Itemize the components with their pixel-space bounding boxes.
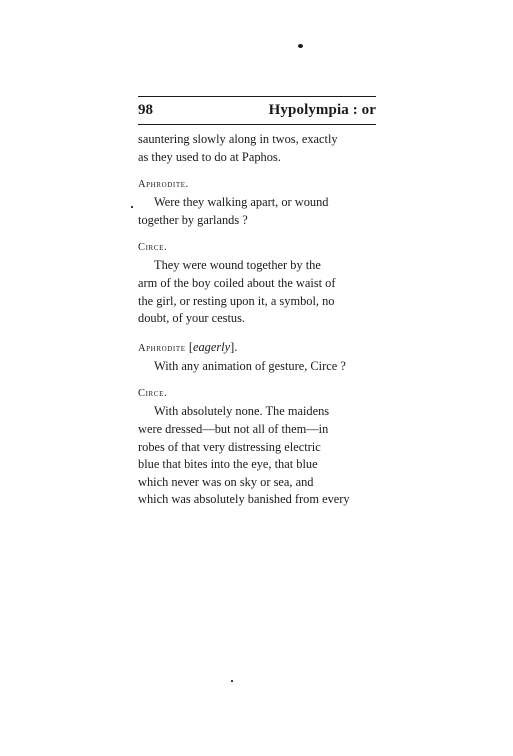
text-line: They were wound together by the [154,258,321,273]
text-line: robes of that very distressing electric [138,439,321,454]
stage-direction: [eagerly]. [188,339,238,354]
running-header [138,101,376,119]
speaker-label-with-direction [138,340,376,356]
text-line: as they used to do at Paphos. [138,149,281,164]
header-bottom-rule [138,124,376,125]
passage-aphrodite-2 [138,340,376,376]
text-line: which was absolutely banished from every [138,492,350,507]
text-line: doubt, of your cestus. [138,311,246,326]
text-line: sauntering slowly along in twos, exactly [138,132,338,146]
page-number: 98 [138,102,153,118]
text-line: blue that bites into the eye, that blue [138,457,318,472]
passage-aphrodite-1 [138,178,376,229]
speaker-label: Circe. [138,388,168,400]
ink-speck [231,680,233,682]
speaker-label: Aphrodite. [138,179,189,191]
passage-continuation [138,131,376,166]
text-line: With any animation of gesture, Circe ? [154,358,346,373]
passage-circe-1 [138,241,376,327]
book-page [138,96,376,509]
text-line: Were they walking apart, or wound [154,195,329,210]
text-line: arm of the boy coiled about the waist of [138,275,336,290]
text-line: With absolutely none. The maidens [154,404,330,419]
speaker-label: Circe. [138,242,168,254]
text-line: were dressed—but not all of them—in [138,421,329,436]
text-line: together by garlands ? [138,212,248,227]
ink-speck [298,44,303,48]
text-line: the girl, or resting upon it, a symbol, no [138,293,335,308]
text-line: which never was on sky or sea, and [138,474,314,489]
header-top-rule [138,96,376,97]
speaker-name: Aphrodite [138,342,186,354]
ink-speck [131,206,133,208]
passage-circe-2 [138,387,376,509]
running-title: Hypolympia : or [268,102,376,118]
stage-direction-text: eagerly [192,339,231,354]
